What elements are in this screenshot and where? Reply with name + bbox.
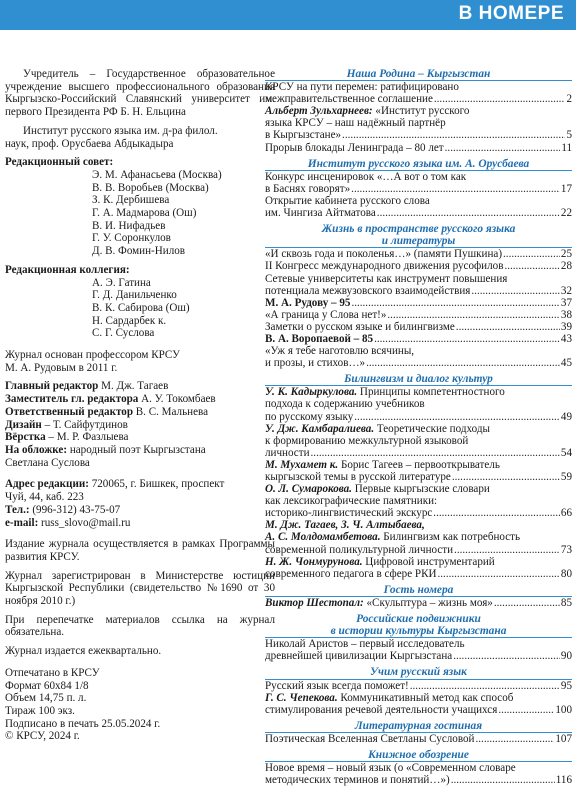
entry-last-line — [265, 704, 572, 716]
entry-last-line — [265, 544, 572, 556]
entry-line — [265, 650, 452, 662]
section-heading — [265, 720, 572, 733]
page-number: 32 — [560, 284, 572, 297]
page-number: 95 — [560, 679, 572, 692]
entry-text: современного педагога в сфере РКИ — [265, 567, 437, 580]
entry-first-line — [265, 386, 572, 398]
council-member: Д. В. Фомин-Нилов — [92, 245, 186, 258]
entry-line: к формированию межкультурной языковой — [265, 434, 469, 447]
page-number: 17 — [560, 182, 572, 195]
entry-last-line — [265, 733, 572, 745]
entry-line — [265, 248, 502, 260]
council-member: Г. А. Мадмарова (Ош) — [92, 207, 197, 220]
page-number: 38 — [560, 308, 572, 321]
entry-text: современной поликультурной личности — [265, 543, 454, 556]
council-list — [5, 169, 275, 258]
entry-line — [265, 309, 386, 321]
founded-line-2: М. А. Рудовым в 2011 г. — [5, 361, 118, 374]
staff-name: В. С. Мальнева — [133, 405, 209, 418]
section-title: Книжное обозрение — [368, 748, 469, 761]
toc-entry[interactable] — [265, 638, 572, 662]
entry-line: подхода к содержанию учебников — [265, 398, 425, 411]
section-heading — [265, 584, 572, 597]
dot-leader — [454, 544, 560, 556]
entry-line — [265, 142, 444, 154]
section-title: Институт русского языка им. А. Орусбаева — [307, 157, 530, 170]
entry-line — [265, 544, 453, 556]
print-line: Подписано в печать 25.05.2024 г. — [5, 717, 161, 730]
toc-entry[interactable] — [265, 171, 572, 195]
entry-last-line — [265, 93, 572, 105]
entry-line — [265, 471, 451, 483]
entry-line — [265, 260, 503, 272]
toc-entry[interactable] — [265, 733, 572, 745]
staff-line — [5, 380, 275, 393]
entry-last-line — [265, 568, 572, 580]
entry-line: Николай Аристов – первый исследователь — [265, 638, 465, 651]
council-member: В. В. Воробьев (Москва) — [92, 181, 209, 194]
page-number: 107 — [555, 732, 572, 745]
entry-text: историко-лингвистический экскурс — [265, 507, 433, 520]
entry-text: методических терминов и понятий…») — [265, 774, 450, 787]
entry-line: языка КРСУ – наш надёжный партнёр — [265, 117, 446, 130]
staff-line — [5, 444, 275, 457]
toc-entry[interactable] — [265, 680, 572, 692]
entry-line — [265, 321, 455, 333]
toc-entry[interactable] — [265, 309, 572, 321]
entry-last-line — [265, 774, 572, 786]
entry-text: В. А. Воропаевой – 85 — [265, 332, 374, 345]
reprint-note: При перепечатке материалов ссылка на журнал обязательна. — [5, 613, 275, 639]
entry-line: Сетевые университеты как инструмент повышения — [265, 272, 508, 285]
page-number: 28 — [560, 260, 572, 273]
entry-author: Н. Ж. Чонмурунова. — [265, 555, 363, 568]
toc-entry[interactable] — [265, 556, 572, 580]
staff-name: М. Дж. Тагаев — [98, 380, 169, 393]
entry-last-line — [265, 357, 572, 369]
entry-last-line — [265, 321, 572, 333]
toc-entry[interactable] — [265, 597, 572, 609]
dot-leader — [504, 260, 559, 272]
entry-line — [265, 774, 450, 786]
entry-text: Прорыв блокады Ленинграда – 80 лет — [265, 141, 444, 154]
entry-line: «Уж я тебе наготовлю всячины, — [265, 345, 415, 358]
page-number: 39 — [560, 320, 572, 333]
section-heading — [265, 158, 572, 171]
toc-entry[interactable] — [265, 297, 572, 309]
print-line: Формат 60х84 1/8 — [5, 679, 89, 692]
toc-entry[interactable] — [265, 386, 572, 422]
dot-leader — [494, 597, 560, 609]
staff-role: Вёрстка — [5, 431, 46, 444]
entry-text: в Кыргызстане» — [265, 129, 342, 142]
entry-text: «Скульптура – жизнь моя» — [363, 596, 493, 609]
board-label: Редакционная коллегия: — [5, 263, 130, 276]
imprint-column — [5, 68, 275, 743]
staff-role: Дизайн — [5, 418, 42, 431]
entry-text: М. А. Рудову – 95 — [265, 296, 351, 309]
toc-entry[interactable] — [265, 142, 572, 154]
entry-line — [265, 507, 432, 519]
entry-first-line — [265, 556, 572, 568]
entry-author: А. С. Молдомамбетова. — [265, 531, 381, 544]
staff-role: Ответственный редактор — [5, 405, 133, 418]
dot-leader — [438, 568, 560, 580]
contents-title: В НОМЕРЕ — [458, 3, 564, 24]
entry-line: КРСУ на пути перемен: ратифицировано — [265, 81, 459, 94]
section-title: и литературы — [381, 235, 456, 248]
staff-line — [5, 431, 275, 444]
entry-text: потенциала межвузовского взаимодействия — [265, 284, 471, 297]
entry-line — [265, 207, 376, 219]
toc-entry[interactable] — [265, 762, 572, 786]
board-member: Г. Д. Данильченко — [92, 289, 177, 302]
dot-leader — [351, 297, 559, 309]
staff-line — [5, 406, 275, 419]
entry-last-line — [265, 297, 572, 309]
entry-second-line — [265, 531, 572, 543]
entry-text: Заметки о русском языке и билингвизме — [265, 320, 455, 333]
print-line: © КРСУ, 2024 г. — [5, 730, 80, 743]
dot-leader — [351, 183, 560, 195]
dot-leader — [445, 142, 561, 154]
dot-leader — [452, 471, 560, 483]
toc-entry[interactable] — [265, 692, 572, 716]
entry-text: и прозы, и стихов…» — [265, 357, 366, 370]
staff-role: На обложке: — [5, 443, 68, 456]
print-line: Тираж 100 экз. — [5, 704, 75, 717]
entry-text: в Баснях говорят» — [265, 182, 351, 195]
section-heading — [265, 613, 572, 638]
entry-text: Цифровой инструментарий — [362, 555, 495, 568]
institute-line-2: наук, проф. Орусбаева Абдыкадыра — [5, 137, 174, 150]
dot-leader — [366, 357, 560, 369]
page-number: 59 — [560, 471, 572, 483]
council-member: Г. У. Соронкулов — [92, 232, 171, 245]
toc-entry[interactable] — [265, 248, 572, 260]
dot-leader — [453, 650, 560, 662]
email-label: e-mail: — [5, 516, 39, 529]
page-number: 90 — [560, 650, 572, 663]
print-line: Отпечатано в КРСУ — [5, 666, 100, 679]
entry-text: Поэтическая Вселенная Светланы Сусловой — [265, 732, 475, 745]
entry-line — [265, 733, 475, 745]
section-heading — [265, 68, 572, 81]
page-number: 22 — [560, 207, 572, 220]
page-number: 43 — [560, 332, 572, 345]
entry-first-line — [265, 692, 572, 704]
header-bar — [0, 0, 576, 30]
entry-last-line — [265, 142, 572, 154]
page-number: 73 — [560, 543, 572, 556]
page-number: 49 — [560, 410, 572, 423]
entry-last-line — [265, 285, 572, 297]
entry-text: «Институт русского — [372, 105, 470, 118]
board-list — [5, 277, 275, 341]
entry-text: Коммуникативный метод как способ — [337, 691, 514, 704]
toc-entry[interactable] — [265, 333, 572, 345]
entry-line — [265, 285, 470, 297]
entry-first-line — [265, 459, 572, 471]
toc-entry[interactable] — [265, 519, 572, 555]
entry-last-line — [265, 471, 572, 483]
address-value: 720065, г. Бишкек, проспект — [88, 478, 225, 491]
staff-name: – Т. Сайфутдинов — [41, 418, 128, 431]
staff-name: А. У. Токомбаев — [138, 393, 216, 406]
page-number: 116 — [555, 774, 572, 787]
staff-line — [5, 393, 275, 406]
dot-leader — [498, 704, 554, 716]
entry-first-line — [265, 423, 572, 435]
entry-text: Билингвизм как потребность — [380, 531, 521, 544]
dot-leader — [342, 129, 565, 141]
entry-last-line — [265, 248, 572, 260]
entry-last-line — [265, 680, 572, 692]
entry-text: древнейшей цивилизации Кыргызстана — [265, 650, 453, 663]
entry-author: М. Дж. Тагаев, З. Ч. Алтыбаева, — [265, 519, 425, 532]
dot-leader — [433, 507, 560, 519]
entry-line: как лексикографические памятники: — [265, 495, 438, 508]
dot-leader — [456, 321, 560, 333]
email-line — [5, 517, 275, 530]
section-title: Жизнь в пространстве русского языка — [321, 223, 516, 236]
entry-text: по русскому языку — [265, 410, 354, 423]
entry-line — [265, 333, 373, 345]
entry-author: О. Л. Сумарокова. — [265, 483, 352, 496]
phone-label: Тел.: — [5, 503, 30, 516]
entry-text: Первые кыргызские словари — [351, 483, 490, 496]
entry-text: кыргызской темы в русской литературе — [265, 471, 451, 483]
council-member: В. И. Нифадьев — [92, 219, 166, 232]
council-member: З. К. Дербишева — [92, 194, 170, 207]
section-heading — [265, 223, 572, 248]
dot-leader — [377, 207, 560, 219]
entry-line — [265, 129, 341, 141]
page-number: 80 — [560, 567, 572, 580]
section-heading — [265, 749, 572, 762]
page-number: 54 — [560, 446, 572, 459]
staff-line — [5, 419, 275, 432]
page-number: 2 — [566, 93, 572, 106]
staff-list — [5, 380, 275, 469]
entry-author: У. Дж. Камбаралиева. — [265, 422, 375, 435]
page-number: 25 — [560, 248, 572, 261]
board-member: А. Э. Гатина — [92, 276, 151, 289]
toc-entry[interactable] — [265, 483, 572, 519]
cover-line-2: Светлана Суслова — [5, 456, 90, 469]
entry-first-line — [265, 519, 572, 531]
entry-last-line — [265, 183, 572, 195]
section-title: Литературная гостиная — [354, 719, 483, 732]
email-value: russ_slovo@mail.ru — [38, 516, 131, 529]
toc-entry[interactable] — [265, 81, 572, 105]
entry-line — [265, 183, 350, 195]
toc-entry[interactable] — [265, 260, 572, 272]
entry-text: стимулирования речевой деятельности учащихся — [265, 703, 498, 716]
dot-leader — [311, 447, 560, 459]
board-member: С. Г. Суслова — [92, 327, 155, 340]
section-title: Гость номера — [383, 583, 454, 596]
quarterly-note: Журнал издается ежеквартально. — [5, 645, 162, 658]
entry-line — [265, 411, 353, 423]
entry-first-line — [265, 483, 572, 495]
council-label: Редакционный совет: — [5, 156, 114, 169]
entry-last-line — [265, 411, 572, 423]
staff-name: – М. Р. Фазлыева — [45, 431, 129, 444]
section-heading — [265, 666, 572, 679]
board-member: Н. Сардарбек к. — [92, 314, 167, 327]
dot-leader — [451, 774, 555, 786]
founded-line-1: Журнал основан профессором КРСУ — [5, 349, 181, 362]
entry-author: Альберт Зульхарнеев: — [265, 105, 373, 118]
entry-author: Г. С. Чепекова. — [265, 691, 338, 704]
dot-leader — [374, 333, 560, 345]
entry-line — [265, 568, 437, 580]
toc-entry[interactable] — [265, 273, 572, 297]
staff-role: Главный редактор — [5, 380, 99, 393]
section-heading — [265, 373, 572, 386]
page-number: 37 — [560, 296, 572, 309]
entry-line: Конкурс инсценировок «…А вот о том как — [265, 170, 467, 183]
dot-leader — [387, 309, 560, 321]
page-number: 85 — [560, 596, 572, 609]
toc-entry[interactable] — [265, 105, 572, 141]
toc-entry[interactable] — [265, 345, 572, 369]
section-title: Российские подвижники — [356, 613, 481, 626]
entry-text: Принципы компетентностного — [357, 386, 505, 399]
entry-last-line — [265, 207, 572, 219]
page-number: 5 — [566, 129, 572, 142]
contacts — [5, 478, 275, 529]
entry-line — [265, 597, 493, 609]
entry-text: II Конгресс международного движения русофилов — [265, 260, 504, 273]
toc-entry[interactable] — [265, 423, 572, 459]
entry-line: Открытие кабинета русского слова — [265, 194, 430, 207]
dot-leader — [410, 680, 560, 692]
section-title: в истории культуры Кыргызстана — [330, 625, 507, 638]
dot-leader — [354, 411, 560, 423]
entry-last-line — [265, 260, 572, 272]
toc-entry[interactable] — [265, 321, 572, 333]
toc-entry[interactable] — [265, 195, 572, 219]
page-number: 11 — [561, 141, 572, 154]
entry-text: личности — [265, 446, 310, 459]
staff-role: Заместитель гл. редактора — [5, 393, 139, 406]
dot-leader — [471, 285, 560, 297]
page-number: 66 — [560, 507, 572, 520]
phone-line — [5, 504, 275, 517]
toc-entry[interactable] — [265, 459, 572, 483]
entry-first-line — [265, 105, 572, 117]
publish-note: Издание журнала осуществляется в рамках Программы развития КРСУ. — [5, 538, 275, 563]
print-details — [5, 667, 275, 743]
entry-line — [265, 680, 409, 692]
entry-text: «И сквозь года и поколенья…» (памяти Пушкина) — [265, 248, 503, 261]
founder-text: Учредитель – Государственное образовательное учреждение высшего профессионального образования Кыргызско-Российский Славянский университет им. первого Президента РФ Б. Н. Ельцина — [5, 68, 275, 119]
entry-line — [265, 447, 310, 459]
page-number: 100 — [555, 703, 572, 716]
entry-text: «А граница у Слова нет!» — [265, 308, 387, 321]
section-title: Учим русский язык — [370, 666, 467, 679]
address-line-2: Чуй, 44, каб. 223 — [5, 491, 84, 504]
entry-last-line — [265, 447, 572, 459]
dot-leader — [476, 733, 555, 745]
section-title: Наша Родина – Кыргызстан — [346, 68, 491, 80]
phone-value: (996-312) 43-75-07 — [29, 503, 121, 516]
entry-text: им. Чингиза Айтматова — [265, 207, 376, 220]
section-title: Билингвизм и диалог культур — [344, 373, 493, 386]
entry-author: У. К. Кадыркулова. — [265, 386, 358, 399]
entry-last-line — [265, 333, 572, 345]
entry-last-line — [265, 129, 572, 141]
entry-last-line — [265, 507, 572, 519]
entry-text: межправительственное соглашение — [265, 93, 433, 106]
entry-last-line — [265, 650, 572, 662]
entry-line — [265, 297, 350, 309]
address-label: Адрес редакции: — [5, 478, 89, 491]
print-line: Объем 14,75 п. л. — [5, 692, 87, 705]
entry-author: Виктор Шестопал: — [265, 596, 364, 609]
entry-last-line — [265, 309, 572, 321]
dot-leader — [434, 93, 566, 105]
entry-line — [265, 704, 497, 716]
entry-last-line — [265, 597, 572, 609]
address-line — [5, 478, 275, 491]
institute-line-1: Институт русского языка им. д-ра филол. — [23, 124, 218, 137]
council-member: Э. М. Афанасьева (Москва) — [92, 168, 222, 181]
staff-name: народный поэт Кыргызстана — [67, 443, 206, 456]
entry-text: Русский язык всегда поможет! — [265, 679, 409, 692]
dot-leader — [503, 248, 560, 260]
table-of-contents — [265, 68, 572, 786]
registration-note: Журнал зарегистрирован в Министерстве юстиции Кыргызской Республики (свидетельство №1690 от 30 ноября 2010 г.) — [5, 569, 275, 608]
entry-line — [265, 93, 433, 105]
entry-author: М. Мухамет к. — [265, 458, 339, 471]
entry-line: Новое время – новый язык (о «Современном словаре — [265, 762, 516, 775]
board-member: В. К. Сабирова (Ош) — [92, 301, 190, 314]
entry-text: Теоретические подходы — [374, 422, 490, 435]
page-number: 45 — [560, 357, 572, 370]
entry-line — [265, 357, 365, 369]
entry-text: Борис Тагеев – первооткрыватель — [338, 458, 500, 471]
